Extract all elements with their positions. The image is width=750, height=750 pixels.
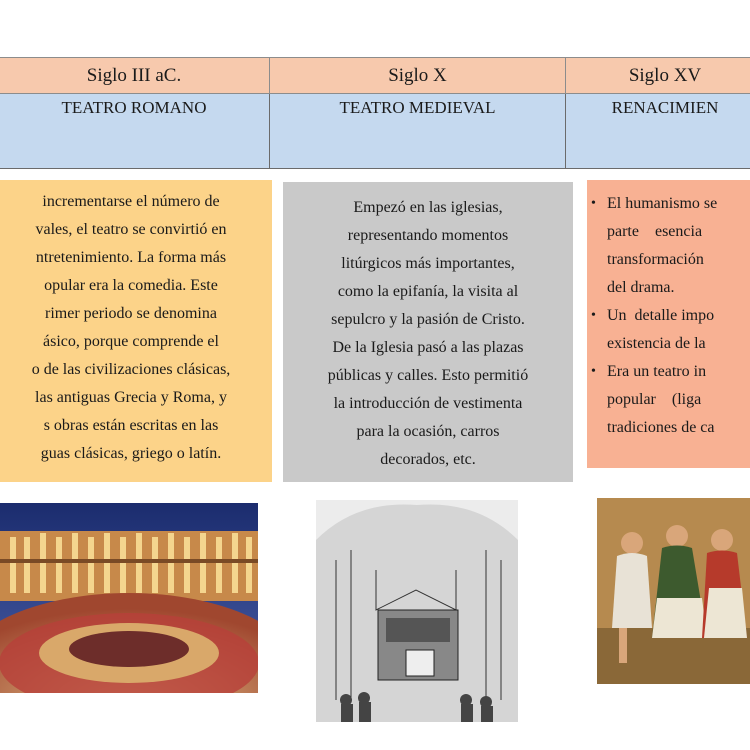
bullet-item xyxy=(587,190,750,302)
bullet-text-line: popular (liga xyxy=(607,391,702,408)
renacimiento-description-box xyxy=(587,180,750,468)
renacimiento-bullet-list xyxy=(587,190,750,442)
romano-text-line: las antiguas Grecia y Roma, y xyxy=(35,389,227,406)
medieval-description-box xyxy=(283,182,573,482)
medieval-text-line: decorados, etc. xyxy=(380,451,476,468)
medieval-theatre-engraving xyxy=(316,500,518,722)
medieval-text-line: públicas y calles. Esto permitió xyxy=(327,367,529,384)
period-header-medieval: Siglo X xyxy=(269,57,566,94)
timeline-table xyxy=(0,57,750,169)
bullet-text-line: parte esencia xyxy=(607,223,703,240)
romano-text-line: incrementarse el número de xyxy=(42,193,220,210)
period-header-renacimiento: Siglo XV xyxy=(565,57,750,94)
medieval-text-line: como la epifanía, la visita al xyxy=(337,283,519,300)
roman-theatre-photo xyxy=(0,503,258,693)
medieval-text-line: representando momentos xyxy=(347,227,509,244)
romano-text-line: ásico, porque comprende el xyxy=(43,333,219,350)
bullet-text-line: • El humanismo se xyxy=(607,195,718,212)
medieval-text-line: litúrgicos más importantes, xyxy=(341,255,515,272)
theatre-name-romano: TEATRO ROMANO xyxy=(0,94,270,169)
bullet-text-line: transformación xyxy=(607,251,704,268)
bullet-item xyxy=(587,302,750,358)
bullet-text-line: tradiciones de ca xyxy=(607,419,715,436)
bullet-text-line: • Un detalle impo xyxy=(607,307,715,324)
romano-text-line: ntretenimiento. La forma más xyxy=(35,249,227,266)
medieval-text-line: para la ocasión, carros xyxy=(356,423,500,440)
bullet-text-line: existencia de la xyxy=(607,335,706,352)
theatre-name-renacimiento: RENACIMIEN xyxy=(565,94,750,169)
romano-text-line: vales, el teatro se convirtió en xyxy=(35,221,227,238)
romano-text-line: s obras están escritas en las xyxy=(43,417,219,434)
bullet-item xyxy=(587,358,750,442)
romano-text-line: rimer periodo se denomina xyxy=(45,305,217,322)
medieval-text-line: sepulcro y la pasión de Cristo. xyxy=(331,311,525,328)
theatre-name-medieval: TEATRO MEDIEVAL xyxy=(269,94,566,169)
bullet-text-line: • Era un teatro in xyxy=(607,363,707,380)
romano-text-line: opular era la comedia. Este xyxy=(44,277,218,294)
renaissance-dance-painting xyxy=(597,498,750,684)
period-header-romano: Siglo III aC. xyxy=(0,57,270,94)
romano-description-box xyxy=(0,180,272,482)
bullet-text-line: del drama. xyxy=(607,279,675,296)
medieval-text-line: Empezó en las iglesias, xyxy=(353,199,503,216)
romano-text-line: guas clásicas, griego o latín. xyxy=(40,445,222,462)
romano-text-line: o de las civilizaciones clásicas, xyxy=(31,361,231,378)
medieval-text-line: De la Iglesia pasó a las plazas xyxy=(332,339,524,356)
medieval-text-line: la introducción de vestimenta xyxy=(333,395,523,412)
